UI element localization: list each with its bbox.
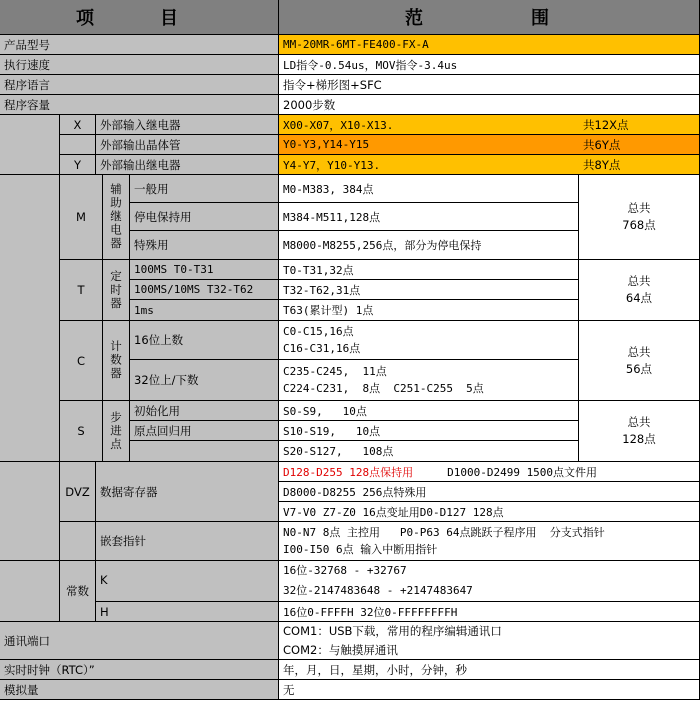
d-spacer xyxy=(0,462,60,561)
header-range: 范 围 xyxy=(279,0,700,35)
program-language-value: 指令+梯形图+SFC xyxy=(279,75,700,95)
rtc-label: 实时时钟（RTC）” xyxy=(0,660,279,680)
k-range-16bit: 16位-32768 - +32767 xyxy=(283,564,407,577)
program-language-label: 程序语言 xyxy=(0,75,279,95)
ptr-range-line-1: N0-N7 8点 主控用 P0-P63 64点跳跃子程序用 分支式指针 xyxy=(283,526,605,539)
s-category: 步进点 xyxy=(103,401,130,462)
m-name-1: 一般用 xyxy=(130,175,279,203)
s-range-3: S20-S127, 108点 xyxy=(279,441,579,462)
io-range-yt: Y0-Y3,Y14-Y15 xyxy=(279,135,579,155)
comm-com2: COM2：与触摸屏通讯 xyxy=(283,642,398,657)
io-total-x: 共12X点 xyxy=(579,115,700,135)
s-name-2: 原点回归用 xyxy=(130,421,279,441)
s-range-2: S10-S19, 10点 xyxy=(279,421,579,441)
k-spacer xyxy=(0,561,60,622)
io-spacer xyxy=(0,115,60,175)
c-range-1-line-2: C16-C31,16点 xyxy=(283,342,361,355)
t-code: T xyxy=(60,260,103,321)
c-name-2: 32位上/下数 xyxy=(130,360,279,401)
k-range xyxy=(279,561,700,602)
program-capacity-label: 程序容量 xyxy=(0,95,279,115)
t-name-3: 1ms xyxy=(130,300,279,321)
t-total-count: 64点 xyxy=(625,291,653,305)
c-range-1-line-1: C0-C15,16点 xyxy=(283,325,354,338)
d-range-1-retentive: D128-D255 128点保持用 xyxy=(283,465,414,479)
k-code: K xyxy=(96,561,279,602)
comm-value xyxy=(279,622,700,660)
s-total-count: 128点 xyxy=(622,432,656,446)
io-range-x: X00-X07，X10-X13. xyxy=(279,115,579,135)
s-total xyxy=(579,401,700,462)
d-range-2: D8000-D8255 256点特殊用 xyxy=(279,482,700,502)
m-range-2: M384-M511,128点 xyxy=(279,203,579,231)
m-total-label: 总共 xyxy=(627,201,651,215)
m-range-3: M8000-M8255,256点，部分为停电保持 xyxy=(279,231,579,260)
t-range-2: T32-T62,31点 xyxy=(279,280,579,300)
c-category: 计数器 xyxy=(103,321,130,401)
s-total-label: 总共 xyxy=(627,415,651,429)
h-range: 16位0-FFFFH 32位0-FFFFFFFFH xyxy=(279,602,700,622)
exec-speed-label: 执行速度 xyxy=(0,55,279,75)
comm-label: 通讯端口 xyxy=(0,622,279,660)
exec-speed-value: LD指令-0.54us，MOV指令-3.4us xyxy=(279,55,700,75)
t-category: 定时器 xyxy=(103,260,130,321)
ptr-name: 嵌套指针 xyxy=(96,522,279,561)
ptr-range-line-2: I00-I50 6点 输入中断用指针 xyxy=(283,543,438,556)
c-total-count: 56点 xyxy=(625,361,653,376)
rtc-value: 年，月，日，星期，小时，分钟，秒 xyxy=(279,660,700,680)
t-range-3: T63(累计型) 1点 xyxy=(279,300,579,321)
d-range-1-file: D1000-D2499 1500点文件用 xyxy=(447,465,598,479)
analog-value: 无 xyxy=(279,680,700,700)
s-name-1: 初始化用 xyxy=(130,401,279,421)
c-name-1: 16位上数 xyxy=(130,321,279,360)
m-name-2: 停电保持用 xyxy=(130,203,279,231)
c-range-2 xyxy=(279,360,579,401)
k-category: 常数 xyxy=(60,561,96,622)
io-total-y: 共8Y点 xyxy=(579,155,700,175)
c-range-2-line-1: C235-C245, 11点 xyxy=(283,365,387,378)
d-code: DVZ xyxy=(60,462,96,522)
m-total xyxy=(579,175,700,260)
t-name-2: 100MS/10MS T32-T62 xyxy=(130,280,279,300)
d-range-1 xyxy=(279,462,700,482)
t-total xyxy=(579,260,700,321)
s-range-1: S0-S9, 10点 xyxy=(279,401,579,421)
io-range-y: Y4-Y7，Y10-Y13. xyxy=(279,155,579,175)
comm-com1: COM1：USB下载，常用的程序编辑通讯口 xyxy=(283,623,502,638)
c-code: C xyxy=(60,321,103,401)
io-name-x: 外部输入继电器 xyxy=(96,115,279,135)
io-code-x: X xyxy=(60,115,96,135)
m-code: M xyxy=(60,175,103,260)
c-range-1 xyxy=(279,321,579,360)
header-item: 项 目 xyxy=(0,0,279,35)
s-name-3 xyxy=(130,441,279,462)
program-capacity-value: 2000步数 xyxy=(279,95,700,115)
m-range-1: M0-M383, 384点 xyxy=(279,175,579,203)
t-name-1: 100MS T0-T31 xyxy=(130,260,279,280)
c-range-2-line-2: C224-C231, 8点 C251-C255 5点 xyxy=(283,382,484,395)
k-range-32bit: 32位-2147483648 - +2147483647 xyxy=(283,584,473,597)
t-range-1: T0-T31,32点 xyxy=(279,260,579,280)
d-range-3: V7-V0 Z7-Z0 16点变址用D0-D127 128点 xyxy=(279,502,700,522)
c-total-label: 总共 xyxy=(627,344,651,359)
t-total-label: 总共 xyxy=(627,274,651,288)
h-code: H xyxy=(96,602,279,622)
io-code-y: Y xyxy=(60,155,96,175)
d-name: 数据寄存器 xyxy=(96,462,279,522)
ptr-range xyxy=(279,522,700,561)
analog-label: 模拟量 xyxy=(0,680,279,700)
m-category: 辅助继电器 xyxy=(103,175,130,260)
c-total xyxy=(579,321,700,401)
device-spacer xyxy=(0,175,60,462)
m-total-count: 768点 xyxy=(622,218,656,232)
m-name-3: 特殊用 xyxy=(130,231,279,260)
io-total-yt: 共6Y点 xyxy=(579,135,700,155)
ptr-code xyxy=(60,522,96,561)
io-code-yt xyxy=(60,135,96,155)
io-name-y: 外部输出继电器 xyxy=(96,155,279,175)
io-name-yt: 外部输出晶体管 xyxy=(96,135,279,155)
product-model-label: 产品型号 xyxy=(0,35,279,55)
s-code: S xyxy=(60,401,103,462)
product-model-value: MM-20MR-6MT-FE400-FX-A xyxy=(279,35,700,55)
